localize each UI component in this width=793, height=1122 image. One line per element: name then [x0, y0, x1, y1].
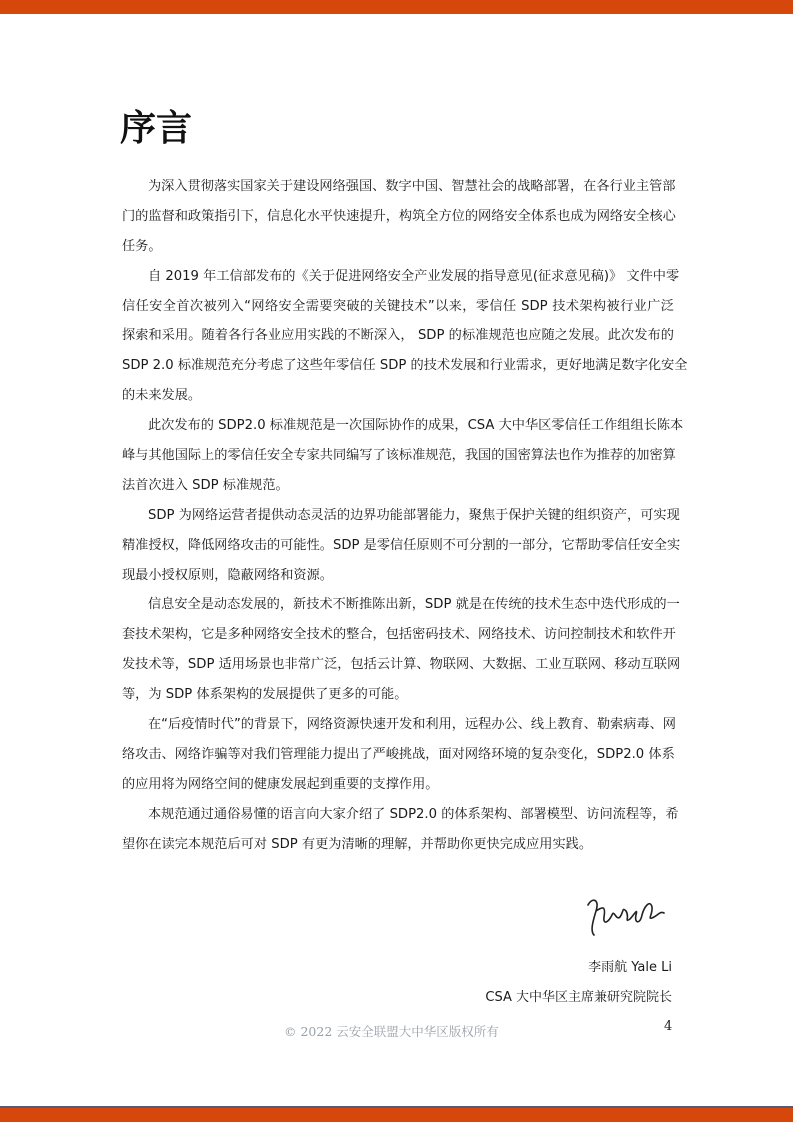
paragraph-line: 任务。 — [122, 238, 162, 254]
top-accent-bar — [0, 0, 793, 14]
paragraph-line: 发技术等，SDP 适用场景也非常广泛，包括云计算、物联网、大数据、工业互联网、移动互联网 — [122, 657, 681, 673]
paragraph-line: 探索和采用。随着各行各业应用实践的不断深入， SDP 的标准规范也应随之发展。此次发布的 — [122, 328, 674, 344]
paragraph-line: 本规范通过通俗易懂的语言向大家介绍了 SDP2.0 的体系架构、部署模型、访问流程等，希 — [148, 806, 679, 822]
paragraph-line: 门的监督和政策指引下，信息化水平快速提升，构筑全方位的网络安全体系也成为网络安全核心 — [122, 208, 676, 224]
paragraph-line: 信息安全是动态发展的，新技术不断推陈出新，SDP 就是在传统的技术生态中迭代形成的一 — [148, 597, 680, 613]
paragraph-line: 法首次进入 SDP 标准规范。 — [122, 477, 289, 493]
signature-image — [580, 885, 670, 945]
signatory-role: CSA 大中华区主席兼研究院院长 — [485, 990, 672, 1005]
paragraph-line: 的应用将为网络空间的健康发展起到重要的支撑作用。 — [122, 776, 439, 792]
bottom-accent-bar — [0, 1106, 793, 1122]
paragraph-line: 自 2019 年工信部发布的《关于促进网络安全产业发展的指导意见(征求意见稿)》 文件中零 — [148, 268, 680, 284]
paragraph-line: 峰与其他国际上的零信任安全专家共同编写了该标准规范，我国的国密算法也作为推荐的加密算 — [122, 448, 676, 464]
paragraph-line: 套技术架构，它是多种网络安全技术的整合，包括密码技术、网络技术、访问控制技术和软件开 — [122, 627, 676, 643]
paragraph-line: 望你在读完本规范后可对 SDP 有更为清晰的理解，并帮助你更快完成应用实践。 — [122, 836, 593, 852]
signatory-name: 李雨航 Yale Li — [588, 960, 672, 975]
paragraph-line: SDP 为网络运营者提供动态灵活的边界功能部署能力，聚焦于保护关键的组织资产，可实现 — [148, 507, 680, 523]
paragraph-line: 等，为 SDP 体系架构的发展提供了更多的可能。 — [122, 687, 408, 703]
page-title: 序言 — [120, 108, 193, 149]
paragraph-line: 络攻击、网络诈骗等对我们管理能力提出了严峻挑战，面对网络环境的复杂变化，SDP2.0 体系 — [122, 746, 675, 762]
footer-copyright: © 2022 云安全联盟大中华区版权所有 — [284, 1024, 499, 1039]
page-number: 4 — [664, 1019, 673, 1034]
paragraph-line: 在“后疫情时代”的背景下，网络资源快速开发和利用，远程办公、线上教育、勒索病毒、网 — [148, 717, 676, 733]
paragraph-line: 的未来发展。 — [122, 388, 202, 404]
preface-body — [122, 172, 688, 859]
paragraph-line: 信任安全首次被列入“网络安全需要突破的关键技术”以来，零信任 SDP 技术架构被行业广泛 — [122, 298, 674, 314]
paragraph-line: 此次发布的 SDP2.0 标准规范是一次国际协作的成果，CSA 大中华区零信任工作组组长陈本 — [148, 418, 684, 434]
paragraph-line: 现最小授权原则，隐蔽网络和资源。 — [122, 567, 333, 583]
paragraph-line: SDP 2.0 标准规范充分考虑了这些年零信任 SDP 的技术发展和行业需求，更好地满足数字化安全 — [122, 358, 688, 374]
paragraph-line: 精准授权，降低网络攻击的可能性。SDP 是零信任原则不可分割的一部分，它帮助零信任安全实 — [122, 537, 681, 553]
paragraph-line: 为深入贯彻落实国家关于建设网络强国、数字中国、智慧社会的战略部署，在各行业主管部 — [148, 179, 676, 194]
